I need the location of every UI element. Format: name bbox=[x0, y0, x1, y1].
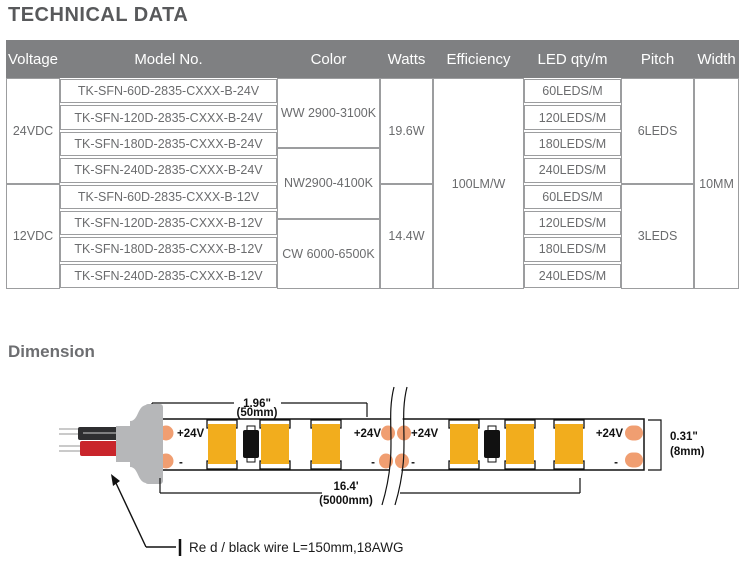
cell-color-ww: WW 2900-3100K bbox=[277, 78, 380, 148]
dim-50mm-inch: 1.96" bbox=[243, 398, 271, 410]
header-voltage: Voltage bbox=[7, 50, 59, 68]
wire-note-text: Re d / black wire L=150mm,18AWG bbox=[189, 540, 404, 555]
led-chip bbox=[207, 420, 237, 469]
technical-data-table bbox=[6, 40, 739, 289]
header-model: Model No. bbox=[134, 50, 203, 68]
header-pitch: Pitch bbox=[640, 50, 675, 68]
label-plus24v: +24V bbox=[353, 428, 381, 440]
header-watts: Watts bbox=[387, 50, 426, 68]
cell-led-qty: 60LEDS/M bbox=[524, 185, 621, 209]
resistor-chip bbox=[243, 426, 259, 462]
dim-50mm-mm: (50mm) bbox=[236, 407, 278, 419]
cell-model: TK-SFN-120D-2835-CXXX-B-24V bbox=[60, 105, 277, 129]
cell-led-qty: 180LEDS/M bbox=[524, 237, 621, 261]
cell-color-nw: NW2900-4100K bbox=[277, 148, 380, 218]
cell-led-qty: 120LEDS/M bbox=[524, 105, 621, 129]
label-minus: - bbox=[371, 457, 375, 469]
cell-pitch-3: 3LEDS bbox=[621, 184, 694, 290]
cell-led-qty: 60LEDS/M bbox=[524, 79, 621, 103]
led-chip bbox=[260, 420, 290, 469]
cell-led-qty: 180LEDS/M bbox=[524, 132, 621, 156]
header-color: Color bbox=[310, 50, 347, 68]
solder-pad bbox=[625, 453, 643, 468]
table-body bbox=[6, 78, 739, 289]
cell-voltage-24v: 24VDC bbox=[6, 78, 60, 184]
cell-model: TK-SFN-240D-2835-CXXX-B-24V bbox=[60, 158, 277, 182]
cell-model: TK-SFN-60D-2835-CXXX-B-24V bbox=[60, 79, 277, 103]
cell-model: TK-SFN-120D-2835-CXXX-B-12V bbox=[60, 211, 277, 235]
led-chip bbox=[449, 420, 479, 469]
label-minus: - bbox=[411, 457, 415, 469]
cell-led-qty: 240LEDS/M bbox=[524, 264, 621, 288]
label-plus24v: +24V bbox=[177, 428, 205, 440]
dimension-8mm bbox=[648, 420, 661, 470]
cell-led-qty: 240LEDS/M bbox=[524, 158, 621, 182]
cell-model: TK-SFN-180D-2835-CXXX-B-24V bbox=[60, 132, 277, 156]
cell-led-qty: 120LEDS/M bbox=[524, 211, 621, 235]
solder-pad bbox=[381, 426, 395, 441]
dim-5000mm-mm: (5000mm) bbox=[319, 495, 373, 507]
resistor-chip bbox=[484, 426, 500, 462]
page-title: TECHNICAL DATA bbox=[8, 4, 189, 26]
led-chip bbox=[554, 420, 584, 469]
cell-efficiency: 100LM/W bbox=[433, 78, 524, 289]
header-width: Width bbox=[697, 50, 736, 68]
dimension-heading: Dimension bbox=[8, 342, 95, 361]
dimension-5000mm bbox=[160, 478, 580, 493]
wire-connector bbox=[116, 404, 163, 484]
label-minus: - bbox=[179, 457, 183, 469]
dim-8mm-mm: (8mm) bbox=[670, 446, 705, 458]
dimension-diagram bbox=[0, 340, 745, 564]
cell-pitch-6: 6LEDS bbox=[621, 78, 694, 184]
cell-model: TK-SFN-240D-2835-CXXX-B-12V bbox=[60, 264, 277, 288]
header-led-qty: LED qty/m bbox=[537, 50, 608, 68]
table-header-row bbox=[6, 40, 739, 78]
wire-note-callout bbox=[115, 481, 176, 547]
led-chip bbox=[311, 420, 341, 469]
label-plus24v: +24V bbox=[595, 428, 623, 440]
cell-voltage-12v: 12VDC bbox=[6, 184, 60, 290]
cell-color-cw: CW 6000-6500K bbox=[277, 219, 380, 289]
label-minus: - bbox=[614, 457, 618, 469]
cell-model: TK-SFN-180D-2835-CXXX-B-12V bbox=[60, 237, 277, 261]
dim-5000mm-ft: 16.4' bbox=[333, 481, 359, 493]
cell-model: TK-SFN-60D-2835-CXXX-B-12V bbox=[60, 185, 277, 209]
header-efficiency: Efficiency bbox=[446, 50, 511, 68]
arrowhead-icon bbox=[111, 474, 120, 486]
wire-tips bbox=[59, 429, 80, 451]
solder-pad bbox=[395, 454, 409, 469]
solder-pad bbox=[625, 426, 643, 441]
cell-watts-12v: 14.4W bbox=[380, 184, 433, 290]
cell-watts-24v: 19.6W bbox=[380, 78, 433, 184]
led-chip bbox=[505, 420, 535, 469]
cell-width: 10MM bbox=[694, 78, 739, 289]
label-plus24v: +24V bbox=[411, 428, 439, 440]
dim-8mm-inch: 0.31" bbox=[670, 431, 698, 443]
